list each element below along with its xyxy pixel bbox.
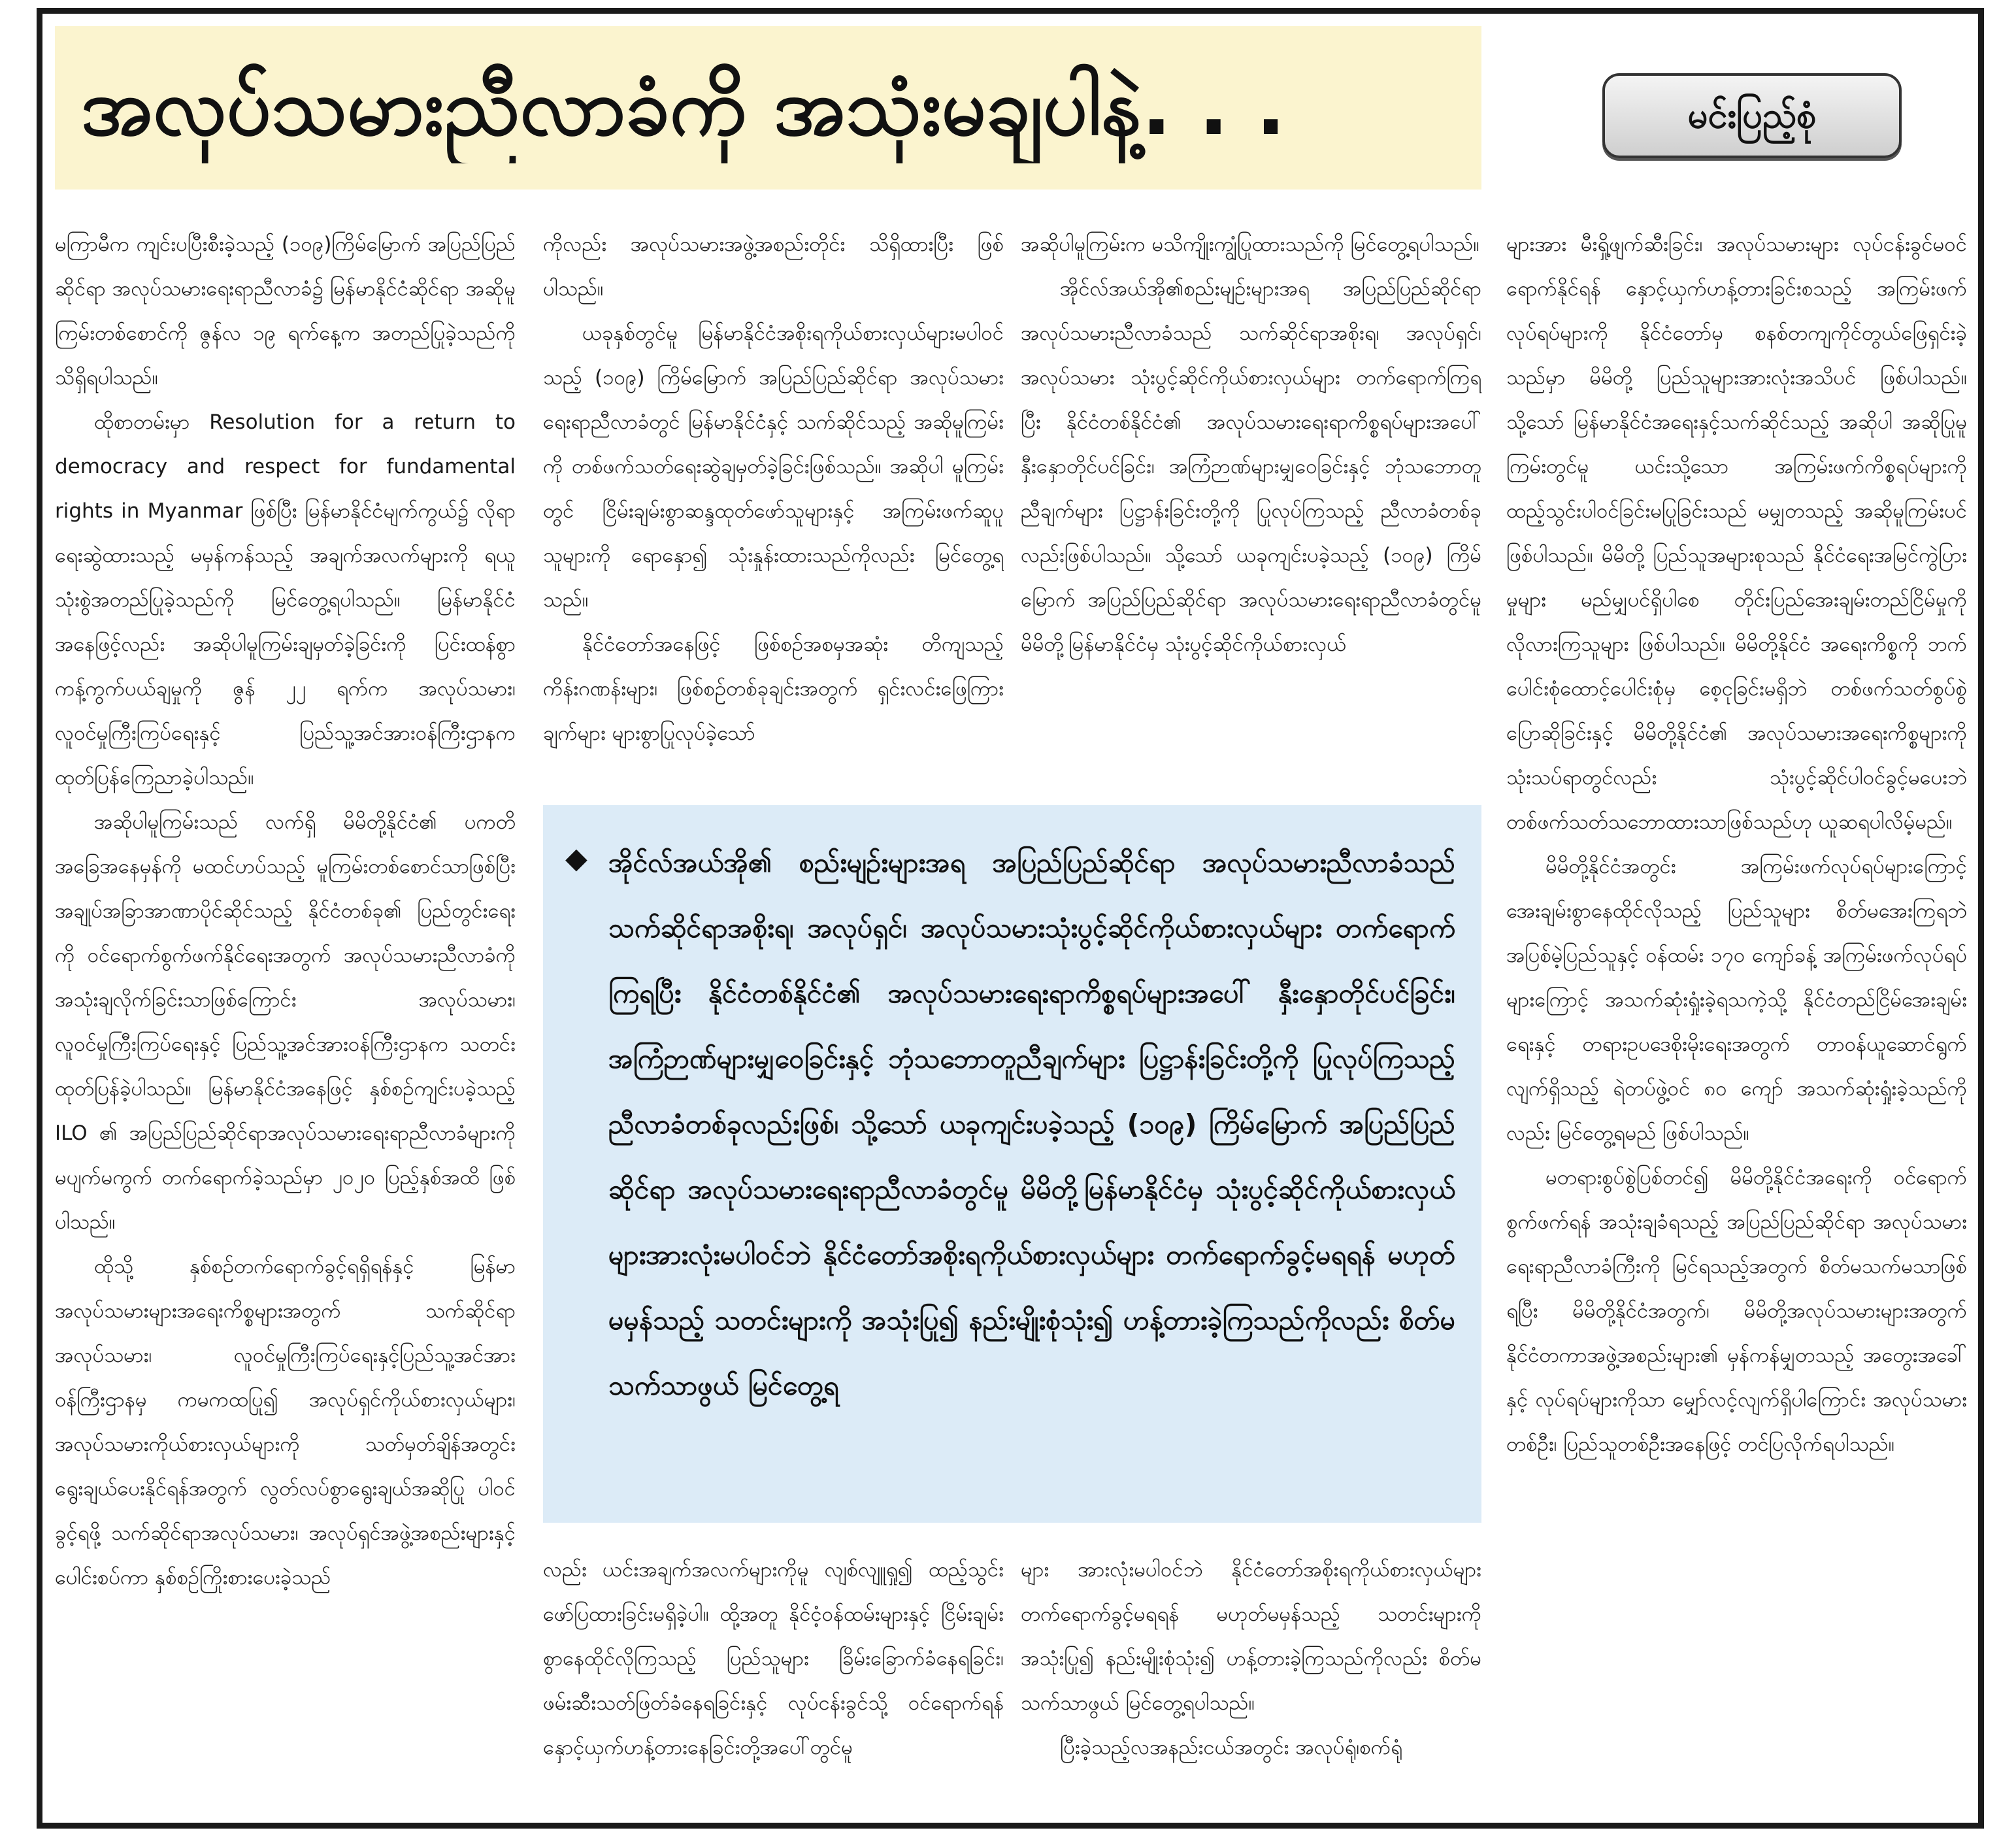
paragraph: ကိုလည်း အလုပ်သမားအဖွဲ့အစည်းတိုင်း သိရှိထားပြီး ဖြစ်ပါသည်။ — [543, 233, 1004, 301]
pull-quote-text: အိုင်လ်အယ်အို၏ စည်းမျဉ်းများအရ အပြည်ပြည်ဆိုင်ရာ အလုပ်သမားညီလာခံသည် သက်ဆိုင်ရာအစိုးရ၊ အလုပ်ရှင်၊ အလုပ်သမားသုံးပွင့်ဆိုင်ကိုယ်စားလှယ်များ တက်ရောက်ကြရပြီး နိုင်ငံတစ်နိုင်ငံ၏ အလုပ်သမားရေးရာကိစ္စရပ်များအပေါ် နှီးနှောတိုင်ပင်ခြင်း၊ အကြံဉာဏ်များမျှဝေခြင်းနှင့် ဘုံသဘောတူညီချက်များ ပြဋ္ဌာန်းခြင်းတို့ကို ပြုလုပ်ကြသည့် ညီလာခံတစ်ခုလည်းဖြစ်၊ သို့သော် ယခုကျင်းပခဲ့သည့် (၁၀၉) ကြိမ်မြောက် အပြည်ပြည်ဆိုင်ရာ အလုပ်သမားရေးရာညီလာခံတွင်မူ မိမိတို့မြန်မာနိုင်ငံမှ သုံးပွင့်ဆိုင်ကိုယ်စားလှယ်များအားလုံးမပါဝင်ဘဲ နိုင်ငံတော်အစိုးရကိုယ်စားလှယ်များ တက်ရောက်ခွင့်မရရန် မဟုတ်မမှန်သည့် သတင်းများကို အသုံးပြု၍ နည်းမျိုးစုံသုံး၍ ဟန့်တားခဲ့ကြသည်ကိုလည်း စိတ်မသက်သာဖွယ် မြင်တွေ့ရ — [608, 847, 1455, 1401]
column-3-bottom — [1021, 1548, 1481, 1809]
paragraph: ထိုသို့ နှစ်စဉ်တက်ရောက်ခွင့်ရရှိရန်နှင့် မြန်မာ အလုပ်သမားများအရေးကိစ္စများအတွက် သက်ဆိုင်ရာ အလုပ်သမား၊ လူဝင်မှုကြီးကြပ်ရေးနှင့်ပြည်သူ့အင်အားဝန်ကြီးဌာနမှ ကမကထပြု၍ အလုပ်ရှင်ကိုယ်စားလှယ်များ၊ အလုပ်သမားကိုယ်စားလှယ်များကို သတ်မှတ်ချိန်အတွင်း ရွေးချယ်ပေးနိုင်ရန်အတွက် လွတ်လပ်စွာရွေးချယ်အဆိုပြု ပါဝင်ခွင့်ရဖို့ သက်ဆိုင်ရာအလုပ်သမား၊ အလုပ်ရှင်အဖွဲ့အစည်းများနှင့်ပေါင်းစပ်ကာ နှစ်စဉ်ကြိုးစားပေးခဲ့သည် — [55, 1255, 516, 1589]
author-badge: မင်းပြည့်စုံ — [1602, 73, 1902, 158]
paragraph: မတရားစွပ်စွဲပြစ်တင်၍ မိမိတို့နိုင်ငံအရေးကို ဝင်ရောက်စွက်ဖက်ရန် အသုံးချခံရသည့် အပြည်ပြည်ဆိုင်ရာ အလုပ်သမားရေးရာညီလာခံကြီးကို မြင်ရသည့်အတွက် စိတ်မသက်မသာဖြစ်ရပြီး မိမိတို့နိုင်ငံအတွက်၊ မိမိတို့အလုပ်သမားများအတွက် နိုင်ငံတကာအဖွဲ့အစည်းများ၏ မှန်ကန်မျှတသည့် အတွေးအခေါ်နှင့် လုပ်ရပ်များကိုသာ မျှော်လင့်လျက်ရှိပါကြောင်း အလုပ်သမားတစ်ဦး၊ ပြည်သူတစ်ဦးအနေဖြင့် တင်ပြလိုက်ရပါသည်။ — [1506, 1166, 1967, 1456]
paragraph: နိုင်ငံတော်အနေဖြင့် ဖြစ်စဉ်အစမှအဆုံး တိကျသည့် ကိန်းဂဏန်းများ၊ ဖြစ်စဉ်တစ်ခုချင်းအတွက် ရှင်းလင်းဖြေကြားချက်များ များစွာပြုလုပ်ခဲ့သော် — [543, 633, 1004, 745]
paragraph: ထိုစာတမ်းမှာ Resolution for a return to democracy and respect for fundamental rights in Myanmar ဖြစ်ပြီး မြန်မာနိုင်ငံမျက်ကွယ်၌ လိုရာရေးဆွဲထားသည့် မမှန်ကန်သည့် အချက်အလက်များကို ရယူသုံးစွဲအတည်ပြုခဲ့သည်ကို မြင်တွေ့ရပါသည်။ မြန်မာနိုင်ငံအနေဖြင့်လည်း အဆိုပါမူကြမ်းချမှတ်ခဲ့ခြင်းကို ပြင်းထန်စွာ ကန့်ကွက်ပယ်ချမှုကို ဇွန် ၂၂ ရက်က အလုပ်သမား၊ လူဝင်မှုကြီးကြပ်ရေးနှင့် ပြည်သူ့အင်အားဝန်ကြီးဌာနက ထုတ်ပြန်ကြေညာခဲ့ပါသည်။ — [55, 410, 516, 789]
paragraph: မကြာမီက ကျင်းပပြီးစီးခဲ့သည့် (၁၀၉)ကြိမ်မြောက် အပြည်ပြည်ဆိုင်ရာ အလုပ်သမားရေးရာညီလာခံ၌ မြန်မာနိုင်ငံဆိုင်ရာ အဆိုမူကြမ်းတစ်စောင်ကို ဇွန်လ ၁၉ ရက်နေ့က အတည်ပြုခဲ့သည်ကို သိရှိရပါသည်။ — [55, 233, 516, 390]
paragraph: ပြီးခဲ့သည့်လအနည်းငယ်အတွင်း အလုပ်ရုံ၊စက်ရုံ — [1060, 1736, 1402, 1759]
column-3-top — [1021, 222, 1481, 784]
paragraph: အဆိုပါမူကြမ်းသည် လက်ရှိ မိမိတို့နိုင်ငံ၏ ပကတိအခြေအနေမှန်ကို မထင်ဟပ်သည့် မူကြမ်းတစ်စောင်သာဖြစ်ပြီး အချုပ်အခြာအာဏာပိုင်ဆိုင်သည့် နိုင်ငံတစ်ခု၏ ပြည်တွင်းရေးကို ဝင်ရောက်စွက်ဖက်နိုင်ရေးအတွက် အလုပ်သမားညီလာခံကို အသုံးချလိုက်ခြင်းသာဖြစ်ကြောင်း အလုပ်သမား၊ လူဝင်မှုကြီးကြပ်ရေးနှင့် ပြည်သူ့အင်အားဝန်ကြီးဌာနက သတင်းထုတ်ပြန်ခဲ့ပါသည်။ မြန်မာနိုင်ငံအနေဖြင့် နှစ်စဉ်ကျင်းပခဲ့သည့် ILO ၏ အပြည်ပြည်ဆိုင်ရာအလုပ်သမားရေးရာညီလာခံများကို မပျက်မကွက် တက်ရောက်ခဲ့သည်မှာ ၂၀၂၀ ပြည့်နှစ်အထိ ဖြစ်ပါသည်။ — [55, 810, 516, 1234]
column-4 — [1506, 222, 1967, 1810]
article-title: အလုပ်သမားညီလာခံကို အသုံးမချပါနဲ့. . . — [81, 62, 1286, 153]
column-2-bottom — [543, 1548, 1004, 1809]
paragraph: ယခုနှစ်တွင်မူ မြန်မာနိုင်ငံအစိုးရကိုယ်စားလှယ်များမပါဝင်သည့် (၁၀၉) ကြိမ်မြောက် အပြည်ပြည်ဆိုင်ရာ အလုပ်သမားရေးရာညီလာခံတွင် မြန်မာနိုင်ငံနှင့် သက်ဆိုင်သည့် အဆိုမူကြမ်းကို တစ်ဖက်သတ်ရေးဆွဲချမှတ်ခဲ့ခြင်းဖြစ်သည်။ အဆိုပါ မူကြမ်းတွင် ငြိမ်းချမ်းစွာဆန္ဒထုတ်ဖော်သူများနှင့် အကြမ်းဖက်ဆူပူသူများကို ရောနှော၍ သုံးနှုန်းထားသည်ကိုလည်း မြင်တွေ့ရသည်။ — [543, 322, 1004, 612]
paragraph: များ အားလုံးမပါဝင်ဘဲ နိုင်ငံတော်အစိုးရကိုယ်စားလှယ်များ တက်ရောက်ခွင့်မရရန် မဟုတ်မမှန်သည့် သတင်းများကို အသုံးပြု၍ နည်းမျိုးစုံသုံး၍ ဟန့်တားခဲ့ကြသည်ကိုလည်း စိတ်မသက်သာဖွယ် မြင်တွေ့ရပါသည်။ — [1021, 1558, 1481, 1715]
paragraph: လည်း ယင်းအချက်အလက်များကိုမူ လျစ်လျူရှု၍ ထည့်သွင်းဖော်ပြထားခြင်းမရှိခဲ့ပါ။ ထို့အတူ နိုင်ငံ့ဝန်ထမ်းများနှင့် ငြိမ်းချမ်းစွာနေထိုင်လိုကြသည့် ပြည်သူများ ခြိမ်းခြောက်ခံနေရခြင်း၊ ဖမ်းဆီးသတ်ဖြတ်ခံနေရခြင်းနှင့် လုပ်ငန်းခွင်သို့ ဝင်ရောက်ရန် နှောင့်ယှက်ဟန့်တားနေခြင်းတို့အပေါ်တွင်မူ — [543, 1558, 1004, 1759]
paragraph: အဆိုပါမူကြမ်းက မသိကျိုးကျွံပြုထားသည်ကို မြင်တွေ့ရပါသည်။ — [1021, 233, 1479, 256]
pull-quote-box — [543, 805, 1481, 1523]
paragraph: များအား မီးရှို့ဖျက်ဆီးခြင်း၊ အလုပ်သမားများ လုပ်ငန်းခွင်မဝင်ရောက်နိုင်ရန် နှောင့်ယှက်ဟန့်တားခြင်းစသည့် အကြမ်းဖက်လုပ်ရပ်များကို နိုင်ငံတော်မှ စနစ်တကျကိုင်တွယ်ဖြေရှင်းခဲ့သည်မှာ မိမိတို့ ပြည်သူများအားလုံးအသိပင် ဖြစ်ပါသည်။ သို့သော် မြန်မာနိုင်ငံအရေးနှင့်သက်ဆိုင်သည့် အဆိုပါ အဆိုပြုမူကြမ်းတွင်မူ ယင်းသို့သော အကြမ်းဖက်ကိစ္စရပ်များကို ထည့်သွင်းပါဝင်ခြင်းမပြုခြင်းသည် မမျှတသည့် အဆိုမူကြမ်းပင်ဖြစ်ပါသည်။ မိမိတို့ ပြည်သူအများစုသည် နိုင်ငံရေးအမြင်ကွဲပြားမှုများ မည်မျှပင်ရှိပါစေ တိုင်းပြည်အေးချမ်းတည်ငြိမ်မှုကို လိုလားကြသူများ ဖြစ်ပါသည်။ မိမိတို့နိုင်ငံ အရေးကိစ္စကို ဘက်ပေါင်းစုံထောင့်ပေါင်းစုံမှ စေ့ငုခြင်းမရှိဘဲ တစ်ဖက်သတ်စွပ်စွဲပြောဆိုခြင်းနှင့် မိမိတို့နိုင်ငံ၏ အလုပ်သမားအရေးကိစ္စများကို သုံးသပ်ရာတွင်လည်း သုံးပွင့်ဆိုင်ပါဝင်ခွင့်မပေးဘဲ တစ်ဖက်သတ်သဘောထားသာဖြစ်သည်ဟု ယူဆရပါလိမ့်မည်။ — [1506, 233, 1967, 834]
column-2-top — [543, 222, 1004, 784]
diamond-bullet-icon: ◆ — [565, 842, 587, 875]
title-banner — [55, 26, 1481, 190]
column-1 — [55, 222, 516, 1810]
paragraph: အိုင်လ်အယ်အို၏စည်းမျဉ်းများအရ အပြည်ပြည်ဆိုင်ရာ အလုပ်သမားညီလာခံသည် သက်ဆိုင်ရာအစိုးရ၊ အလုပ်ရှင်၊ အလုပ်သမား သုံးပွင့်ဆိုင်ကိုယ်စားလှယ်များ တက်ရောက်ကြရပြီး နိုင်ငံတစ်နိုင်ငံ၏ အလုပ်သမားရေးရာကိစ္စရပ်များအပေါ် နှီးနှောတိုင်ပင်ခြင်း၊ အကြံဉာဏ်များမျှဝေခြင်းနှင့် ဘုံသဘောတူညီချက်များ ပြဋ္ဌာန်းခြင်းတို့ကို ပြုလုပ်ကြသည့် ညီလာခံတစ်ခုလည်းဖြစ်ပါသည်။ သို့သော် ယခုကျင်းပခဲ့သည့် (၁၀၉) ကြိမ်မြောက် အပြည်ပြည်ဆိုင်ရာ အလုပ်သမားရေးရာညီလာခံတွင်မူ မိမိတို့မြန်မာနိုင်ငံမှ သုံးပွင့်ဆိုင်ကိုယ်စားလှယ် — [1021, 277, 1481, 656]
paragraph: မိမိတို့နိုင်ငံအတွင်း အကြမ်းဖက်လုပ်ရပ်များကြောင့် အေးချမ်းစွာနေထိုင်လိုသည့် ပြည်သူများ စိတ်မအေးကြရဘဲ အပြစ်မဲ့ပြည်သူနှင့် ဝန်ထမ်း ၁၇ဝ ကျော်ခန့် အကြမ်းဖက်လုပ်ရပ်များကြောင့် အသက်ဆုံးရှုံးခဲ့ရသကဲ့သို့ နိုင်ငံတည်ငြိမ်အေးချမ်းရေးနှင့် တရားဥပဒေစိုးမိုးရေးအတွက် တာဝန်ယူဆောင်ရွက်လျက်ရှိသည့် ရဲတပ်ဖွဲ့ဝင် ၈၀ ကျော် အသက်ဆုံးရှုံးခဲ့သည်ကိုလည်း မြင်တွေ့ရမည် ဖြစ်ပါသည်။ — [1506, 855, 1967, 1145]
